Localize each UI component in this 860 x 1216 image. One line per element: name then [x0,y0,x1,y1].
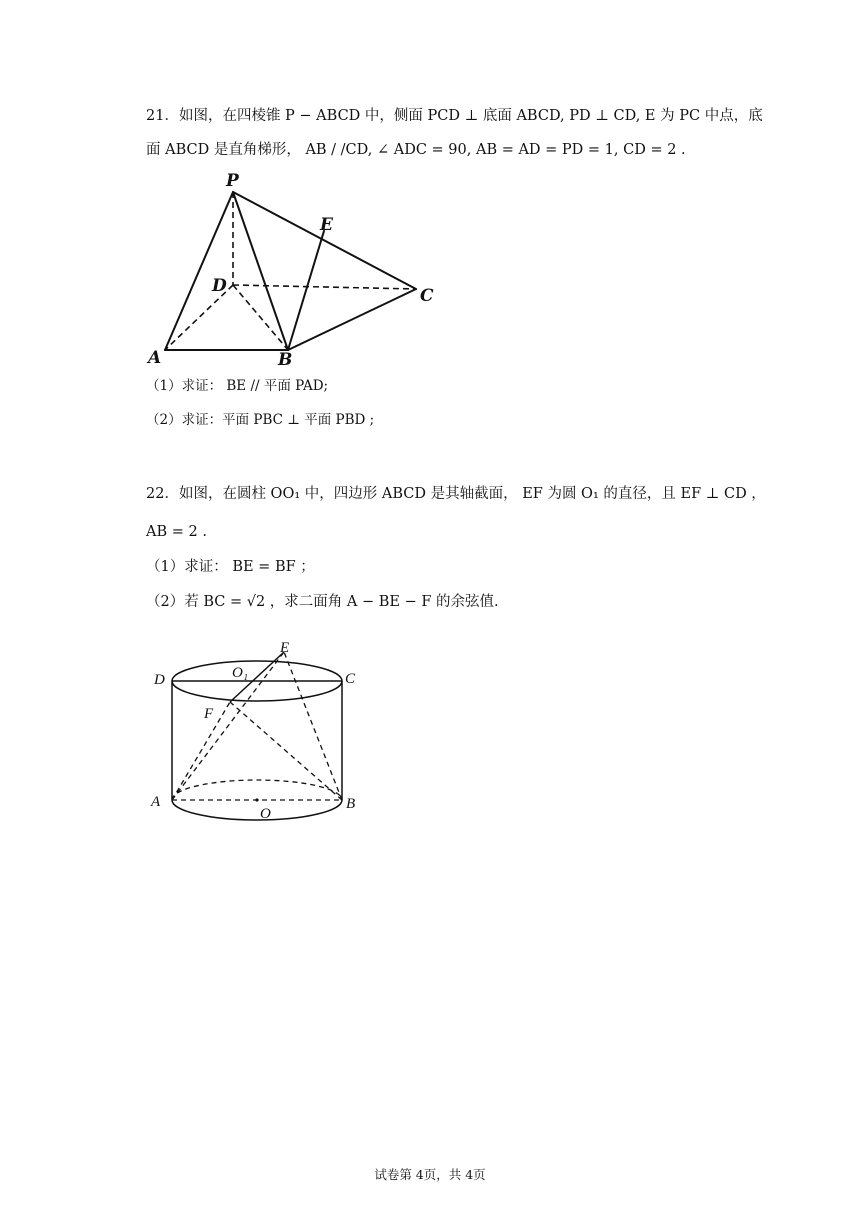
problem-22-question-2: （2）若 BC = √2 ，求二面角 A − BE − F 的余弦值. [146,594,499,610]
label-a: A [151,794,161,810]
problem-21-line-2: 面 ABCD 是直角梯形， AB / /CD, ∠ ADC = 90, AB = AD = PD = 1, CD = 2 . [146,142,686,158]
problem-22-line-2: AB = 2 . [146,524,207,540]
label-a: A [148,348,162,368]
label-e: E [280,640,290,656]
label-o1: O₁ [232,665,249,681]
label-e: E [320,215,333,235]
label-f: F [204,706,214,722]
label-c: C [345,671,356,687]
problem-22-line-1: 22．如图，在圆柱 OO₁ 中，四边形 ABCD 是其轴截面， EF 为圆 O₁ 的直径，且 EF ⊥ CD ， [146,486,766,502]
pyramid-figure [140,168,450,368]
label-d: D [212,276,227,296]
cylinder-figure [146,632,376,827]
problem-21-line-1: 21．如图，在四棱锥 P − ABCD 中，侧面 PCD ⊥ 底面 ABCD, PD ⊥ CD, E 为 PC 中点，底 [146,108,763,124]
label-d: D [154,672,165,688]
page-footer: 试卷第 4页，共 4页 [374,1167,486,1182]
problem-21-question-1: （1）求证： BE // 平面 PAD; [146,378,329,394]
label-p: P [226,171,239,191]
problem-21-question-2: （2）求证：平面 PBC ⊥ 平面 PBD ; [146,412,375,428]
label-c: C [420,286,434,306]
label-b: B [278,350,293,368]
problem-22-question-1: （1）求证： BE = BF ； [146,559,315,575]
label-b: B [346,796,356,812]
label-o: O [260,806,271,822]
